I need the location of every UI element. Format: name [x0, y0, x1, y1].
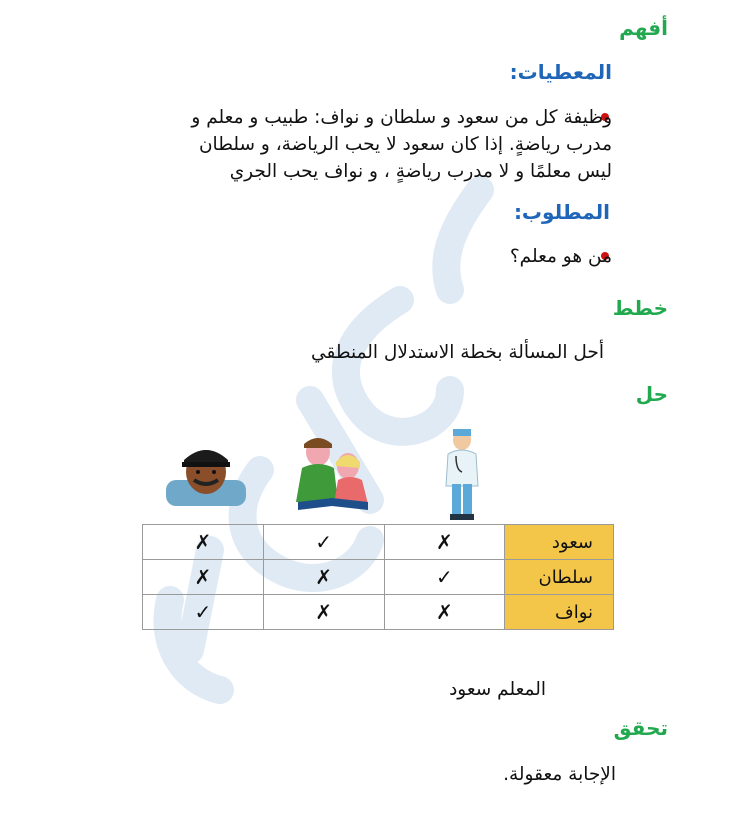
plan-text: أحل المسألة بخطة الاستدلال المنطقي: [311, 342, 604, 363]
doctor-figure: [440, 426, 484, 522]
table-cell-name: سعود: [505, 525, 614, 560]
table-cell-doctor: ✗: [384, 595, 505, 630]
required-heading: المطلوب:: [513, 200, 610, 224]
table-cell-teacher: ✗: [263, 560, 384, 595]
table-cell-doctor: ✓: [384, 560, 505, 595]
table-cell-coach: ✗: [143, 560, 264, 595]
required-text: من هو معلم؟: [509, 246, 612, 267]
givens-heading: المعطيات:: [509, 60, 612, 84]
logic-table: [142, 524, 614, 630]
check-text: الإجابة معقولة.: [503, 764, 616, 785]
solve-heading: حل: [635, 382, 668, 406]
table-row: [143, 595, 614, 630]
givens-line-2: مدرب رياضةٍ. إذا كان سعود لا يحب الرياضة، و سلطان: [198, 134, 612, 155]
givens-line-1: وظيفة كل من سعود و سلطان و نواف: طبيب و معلم و: [191, 107, 612, 128]
plan-heading: خطط: [612, 296, 668, 320]
reading-people-figure: [288, 432, 378, 516]
coach-figure: [164, 442, 248, 506]
table-row: [143, 560, 614, 595]
table-cell-coach: ✗: [143, 525, 264, 560]
table-cell-name: نواف: [505, 595, 614, 630]
givens-paragraph: [191, 104, 612, 185]
table-cell-coach: ✓: [143, 595, 264, 630]
table-cell-teacher: ✗: [263, 595, 384, 630]
table-row: [143, 525, 614, 560]
table-cell-doctor: ✗: [384, 525, 505, 560]
answer-text: المعلم سعود: [449, 679, 546, 700]
understand-heading: أفهم: [619, 16, 668, 40]
table-cell-name: سلطان: [505, 560, 614, 595]
table-cell-teacher: ✓: [263, 525, 384, 560]
check-heading: تحقق: [613, 716, 668, 740]
givens-line-3: ليس معلمًا و لا مدرب رياضةٍ ، و نواف يحب الجري: [229, 161, 612, 182]
